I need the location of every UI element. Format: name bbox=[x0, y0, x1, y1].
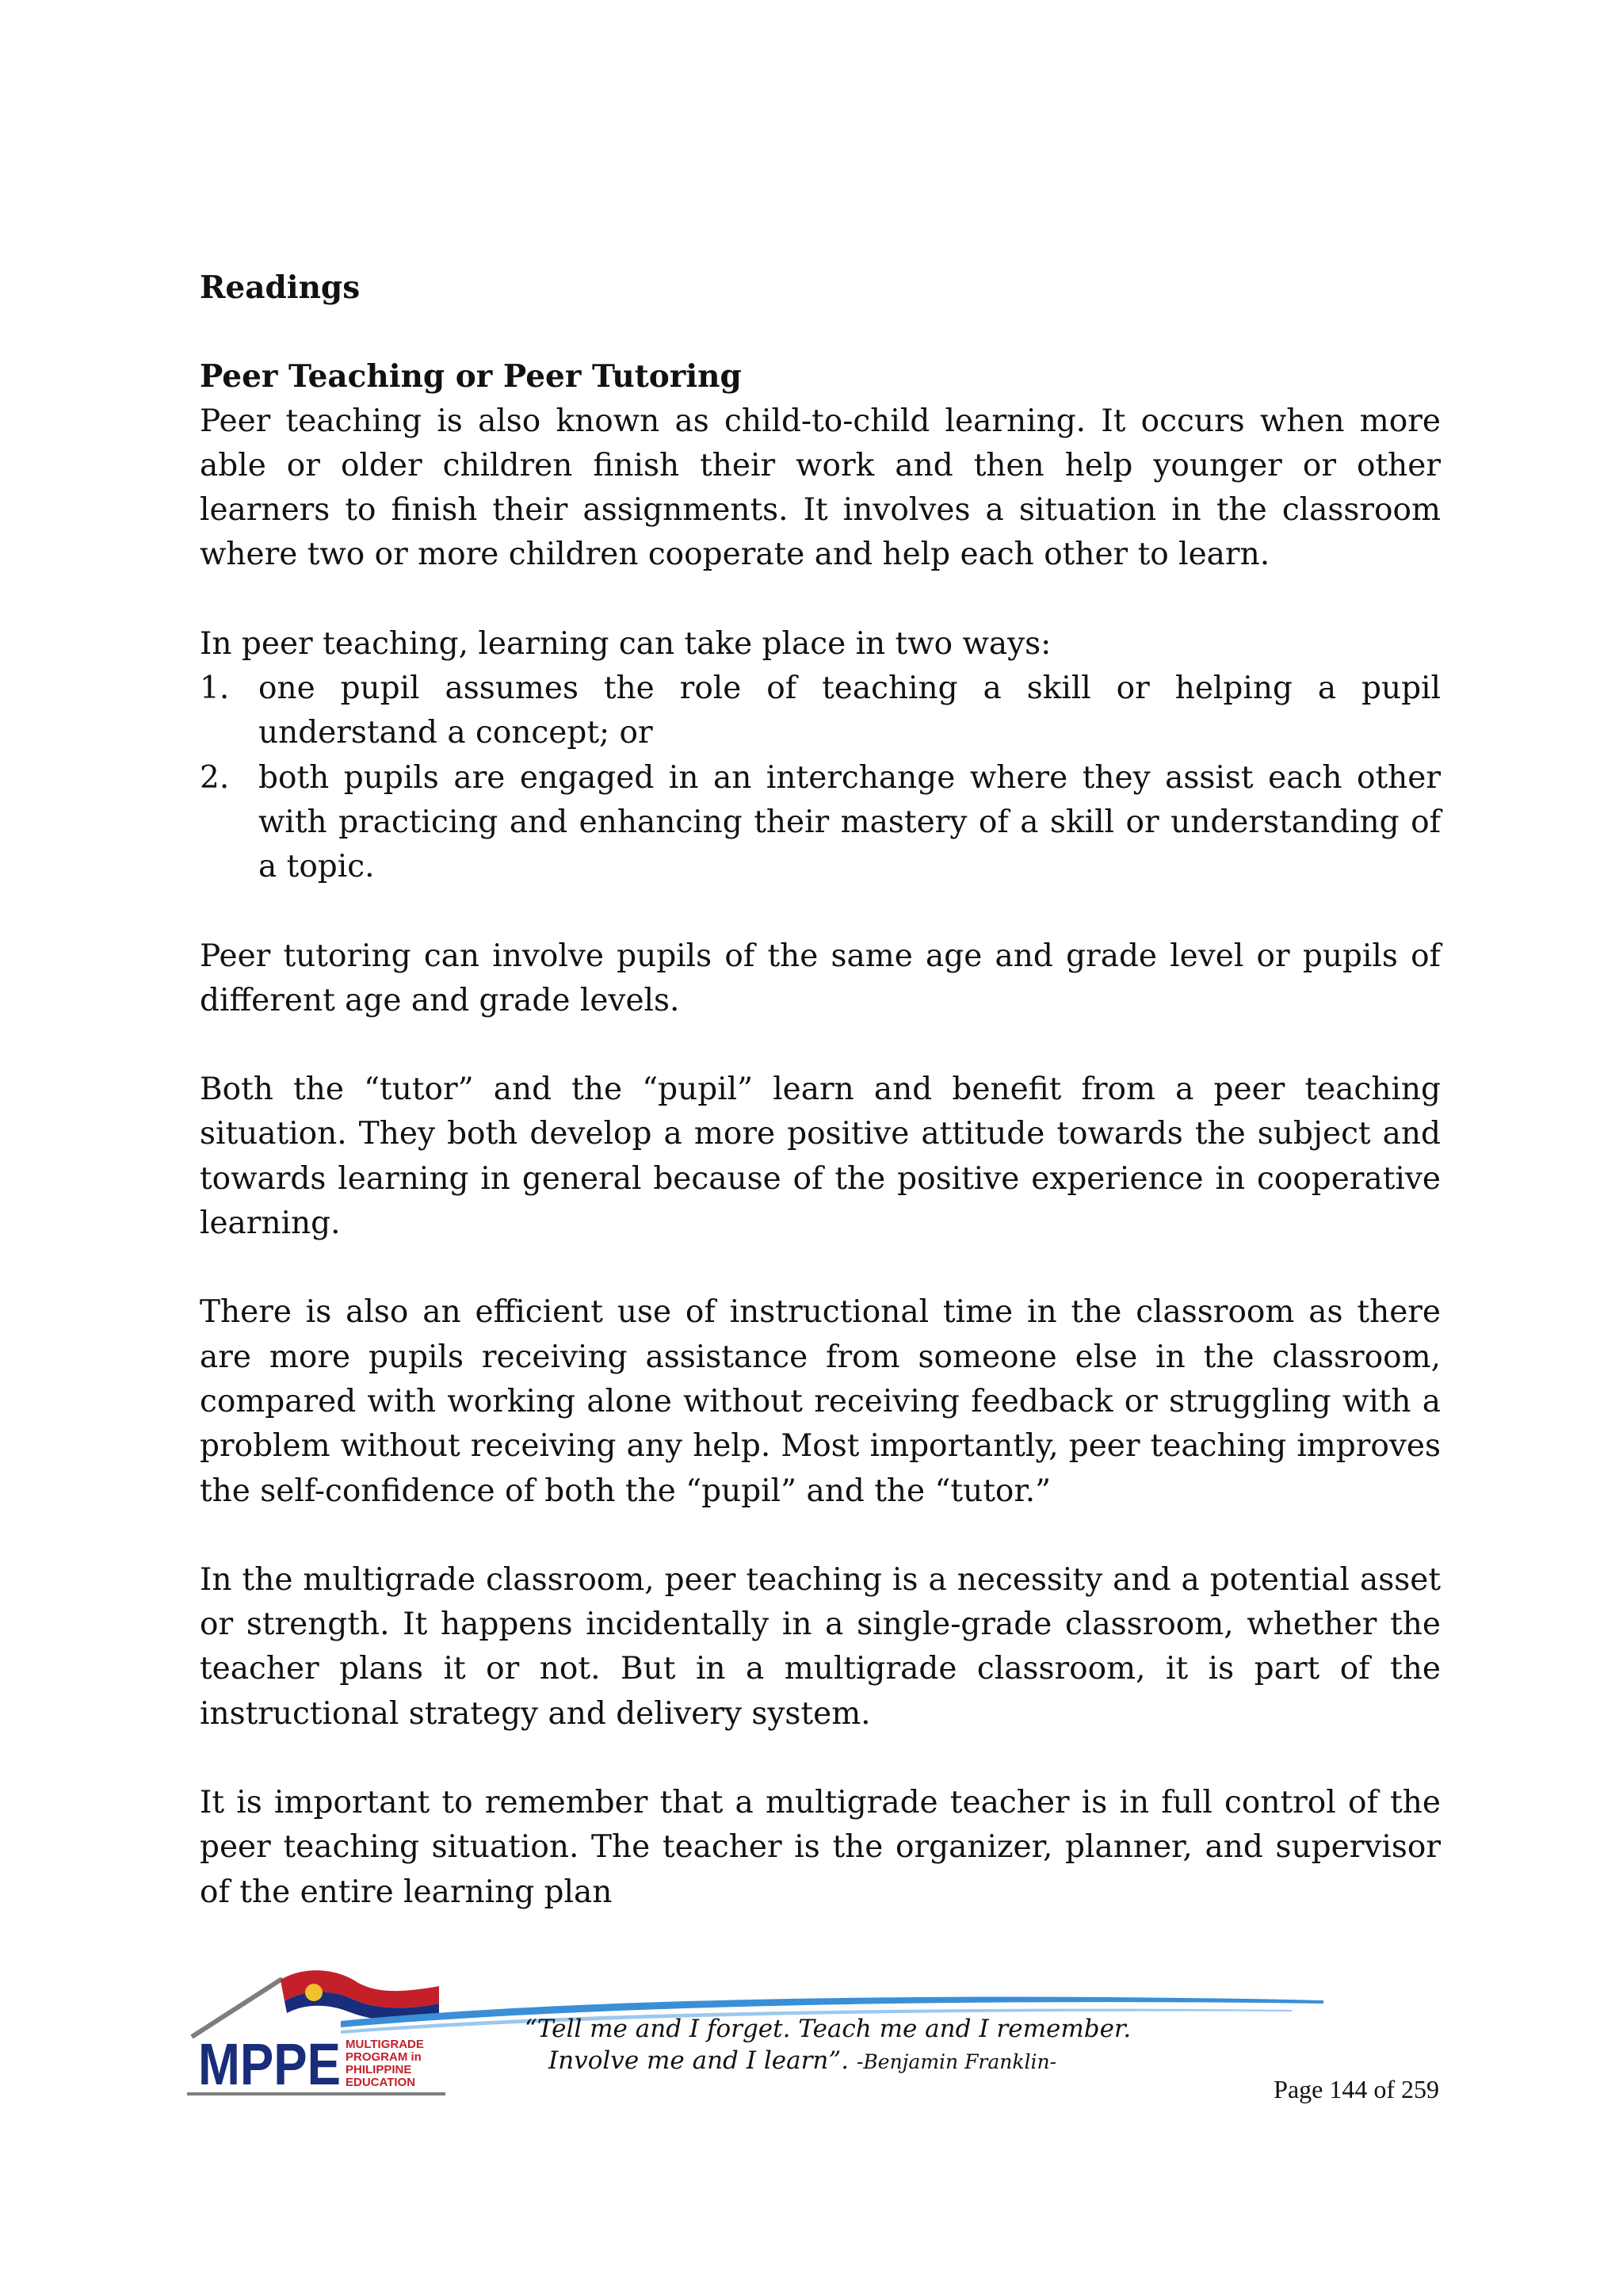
logo-line-3: PHILIPPINE bbox=[346, 2063, 412, 2076]
logo-line-4: EDUCATION bbox=[346, 2076, 416, 2089]
list-item bbox=[200, 667, 1441, 756]
paragraph: Peer teaching is also known as child-to-child learning. It occurs when more able or older children finish their work and then help younger or other learners to finish their assignments. It involves a situation in the classroom where two or more children cooperate and help each other to learn. bbox=[200, 403, 1441, 573]
logo-acronym: MPPE bbox=[198, 2031, 341, 2097]
list-number: 2. bbox=[200, 759, 230, 796]
paragraph: In peer teaching, learning can take place in two ways: bbox=[200, 625, 1052, 662]
list-item bbox=[200, 756, 1441, 890]
page-footer bbox=[0, 1958, 1623, 2116]
list-item-text: one pupil assumes the role of teaching a skill or helping a pupil understand a concept; or bbox=[258, 670, 1441, 751]
list-item-text: both pupils are engaged in an interchange where they assist each other with practicing and enhancing their mastery of a skill or understanding of a topic. bbox=[258, 759, 1441, 885]
section-title: Peer Teaching or Peer Tutoring bbox=[200, 358, 742, 395]
page-number: Page 144 of 259 bbox=[1274, 2075, 1439, 2103]
paragraph: Both the “tutor” and the “pupil” learn and benefit from a peer teaching situation. They both develop a more positive attitude towards the subject and towards learning in general because of the positive experience in cooperative learning. bbox=[200, 1072, 1441, 1242]
paragraph: Peer tutoring can involve pupils of the same age and grade level or pupils of different age and grade levels. bbox=[200, 938, 1441, 1018]
quote-line-1: “Tell me and I forget. Teach me and I remember. bbox=[525, 2015, 1132, 2043]
footer-quote bbox=[525, 2013, 1238, 2078]
paragraph: There is also an efficient use of instructional time in the classroom as there are more pupils receiving assistance from someone else in the classroom, compared with working alone without receiving feedback or struggling with a problem without receiving any help. Most importantly, peer teaching improves the self-confidence of both the “pupil” and the “tutor.” bbox=[200, 1294, 1441, 1509]
paragraph: In the multigrade classroom, peer teaching is a necessity and a potential asset or strength. It happens incidentally in a single-grade classroom, whether the teacher plans it or not. But in a multigrade classroom, it is part of the instructional strategy and delivery system. bbox=[200, 1561, 1441, 1732]
paragraph: It is important to remember that a multigrade teacher is in full control of the peer teaching situation. The teacher is the organizer, planner, and supervisor of the entire learning plan bbox=[200, 1785, 1441, 1910]
quote-author: -Benjamin Franklin- bbox=[856, 2050, 1057, 2073]
page-content bbox=[200, 266, 1441, 1915]
list-number: 1. bbox=[200, 670, 230, 707]
quote-line-2: Involve me and I learn”. bbox=[548, 2046, 850, 2075]
readings-heading: Readings bbox=[200, 269, 361, 306]
numbered-list bbox=[200, 667, 1441, 889]
logo-line-2: PROGRAM in bbox=[346, 2050, 422, 2064]
logo-line-1: MULTIGRADE bbox=[346, 2038, 424, 2051]
